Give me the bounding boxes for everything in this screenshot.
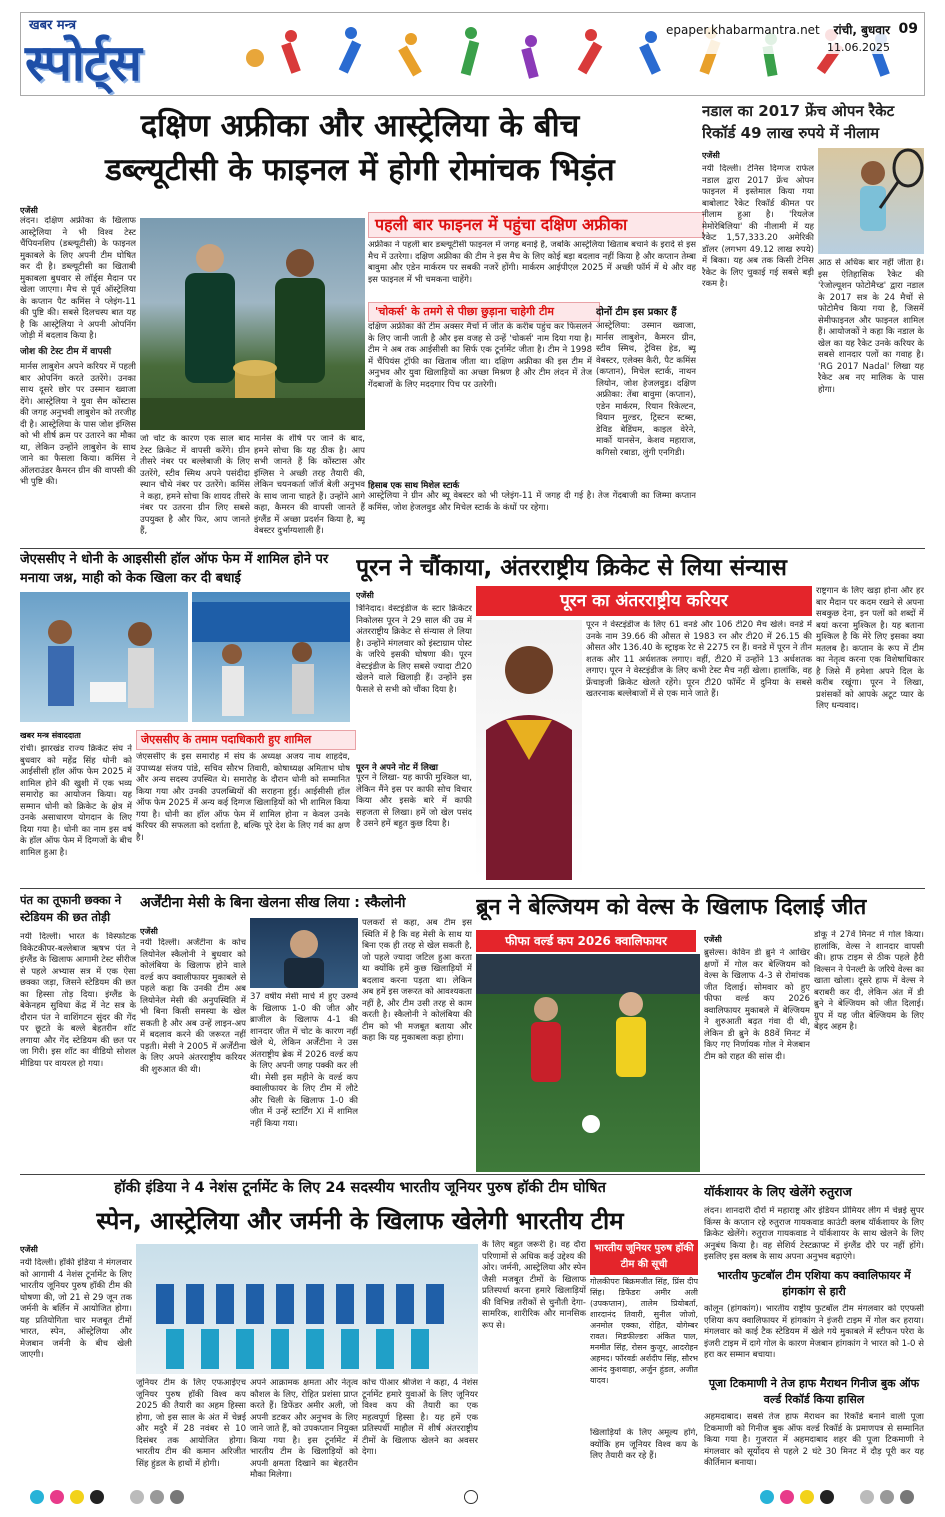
color-dot-icon (900, 1490, 914, 1504)
color-dot-icon (170, 1490, 184, 1504)
color-dot-icon (800, 1490, 814, 1504)
pooran-col2: पूरन ने वेस्टइंडीज के लिए 61 वनडे और 106 टी20 मैच खेले। वनडे में उनके नाम 39.66 की औसत से 1983 रन और टी20 में 26.15 की औसत और 136.40 के स्ट्राइक रेट से 2275 रन हैं। वनडे में पूरन ने तीन शतक और 11 अर्धशतक लगाए। वहीं, टी20 में उन्होंने 13 अर्धशतक लगाए। पूरन ने वेस्टइंडीज के लिए कभी टेस्ट मैच नहीं खेला। हालांकि, वह फ्रेंचाइजी क्रिकेट खेलते रहेंगे। पूरन टी20 फॉर्मेट में दुनिया के सबसे खतरनाक बल्लेबाजों में से एक माने जाते हैं। (586, 620, 812, 699)
nadal-photo (818, 148, 924, 254)
messi-headline: अर्जेंटीना मेसी के बिना खेलना सीख लिया : स्कैलोनी (140, 895, 406, 911)
edition-date: 11.06.2025 (827, 41, 890, 54)
pooran-col1-bottom (356, 762, 472, 884)
wtc-col1 (20, 216, 136, 546)
belgium-qualifier-bar: फीफा वर्ल्ड कप 2026 क्वालिफायर (476, 930, 696, 952)
hockey-col1: नयी दिल्ली। हॉकी इंडिया ने मंगलवार को आगामी 4 नेशंस टूर्नामेंट के लिए भारतीय जूनियर पुरुष हॉकी टीम की घोषणा की, जो 21 से 29 जून तक जर्मनी के बर्लिन में आयोजित होगा। यह प्रतियोगिता चार मजबूत टीमों भारत, स्पेन, ऑस्ट्रेलिया और मेजबान जर्मनी के बीच खेली जाएगी। (20, 1258, 132, 1360)
brand-title: स्पोर्ट्स (25, 34, 141, 92)
messi-col2: 37 वर्षीय मेसी मार्च में हुए उरुग्वे के खिलाफ 1-0 की जीत और ब्राजील के खिलाफ 4-1 की शानदार जीत में चोट के कारण नहीं खेले थे, लेकिन अर्जेंटीना ने उस अंतराष्ट्रीय ब्रेक में 2026 वर्ल्ड कप के लिए अपनी जगह पक्की कर ली थी। मेसी इस महीने के वर्ल्ड कप क्वालीफायर के लिए टीम में लौटे और चिली के खिलाफ 1-0 की जीत में उन्हें स्टार्टिंग XI में शामिल नहीं किया गया। (250, 992, 358, 1129)
pant-headline: पंत का तूफानी छक्का ने स्टेडियम की छत तोड़ी (20, 893, 122, 924)
edition-meta (662, 21, 894, 54)
dhoni-byline: खबर मन्त्र संवाददाता (20, 731, 81, 740)
messi-agency: एजेंसी (140, 927, 158, 936)
pooran-agency: एजेंसी (356, 591, 374, 600)
pooja-text: अहमदाबाद। सबसे तेज हाफ मैराथन का रिकॉर्ड बनाने वाली पूजा टिकमाणी को गिनीज बुक ऑफ वर्ल्ड रिकॉर्ड के प्रमाणपत्र से सम्मानित किया गया है। गुजरात में अहमदाबाद शहर की पूजा टिकमाणी ने मंगलवार को सूर्योदय से पहले 2 घंटे 30 मिनट में दौड़ पूरी कर यह कीर्तिमान बनाया। (704, 1412, 924, 1468)
nadal-col1: नयी दिल्ली। टेनिस दिग्गज राफेल नडाल द्वारा 2017 फ्रेंच ओपन फाइनल में इस्तेमाल किया गया बाबोलाट रैकेट रिकॉर्ड कीमत पर नीलाम हुआ है। 'रियलेज मेमोरेबिलिया' की नीलामी में यह रैकेट 1,57,333.20 अमेरिकी डॉलर (लगभग 49.12 लाख रुपये) में बिका। यह अब तक किसी टेनिस रैकेट के लिए चुकाई गई सबसे बड़ी रकम है। (702, 164, 814, 289)
divider (20, 888, 925, 889)
dhoni-headline: जेएससीए ने धोनी के आइसीसी हॉल ऑफ फेम में शामिल होने पर मनाया जश्न, माही को केक खिला कर दी बधाई (20, 552, 329, 586)
hockey-subheadline: स्पेन, आस्ट्रेलिया और जर्मनी के खिलाफ खेलेगी भारतीय टीम (96, 1207, 624, 1235)
city-day: रांची, बुधवार (833, 23, 890, 37)
page-number: 09 (898, 21, 918, 37)
pooran-photo (476, 620, 582, 880)
belgium-headline: ब्रून ने बेल्जियम को वेल्स के खिलाफ दिलाई जीत (476, 895, 867, 920)
scaloni-photo (250, 918, 358, 988)
messi-col1: नयी दिल्ली। अर्जेंटीना के कोच लियोनेल स्कैलोनी ने बुधवार को कोलंबिया के खिलाफ होने वाले वर्ल्ड कप क्वालीफायर मुकाबले से पहले कहा कि उनकी टीम अब लियोनेल मेसी की अनुपस्थिति में भी बिना किसी समस्या के खेल सकती है और अब उन्हें लाइन-अप में बदलाव करने की जरूरत नहीं पड़ती। मेसी ने 2005 में अर्जेंटीना के लिए अपने अंतरराष्ट्रीय करियर की शुरुआत की थी। (140, 938, 246, 1075)
nadal-col3: आठ से अधिक बार नहीं जीता है। इस ऐतिहासिक रैकेट की 'रेजोल्यूशन फोटोमैच्ड' द्वारा नडाल के 2017 सत्र के 24 मैचों से फोटोमैच किया गया है, जिसमें सेमीफाइनल और फाइनल शामिल हैं। आयोजकों ने कहा कि नडाल के खेल का यह रैकेट उनके करियर के सबसे शानदार पलों का गवाह है। 'RG 2017 Nadal' लिखा यह रैकेट अब नए मालिक के पास होगा। (818, 258, 924, 395)
hockey-col4: कोच पीआर श्रीजेश ने कहा, 4 नेशंस टूर्नामेंट हमारे युवाओं के लिए जूनियर विश्व कप की तैयारी का एक महत्वपूर्ण हिस्सा है। यह हमें एक प्रतिस्पर्धी माहौल में शीर्ष अंतरराष्ट्रीय टीमों के खिलाफ खेलने का अवसर देगा। (362, 1378, 478, 1457)
wtc-small-subhead: हिसाब एक साथ मिशेल स्टार्क (368, 481, 460, 491)
wtc-teams-title: दोनों टीम इस प्रकार हैं (596, 307, 677, 318)
nadal-agency: एजेंसी (702, 151, 720, 160)
color-dot-icon (70, 1490, 84, 1504)
dhoni-col2: जेएससीए के इस समारोह में संघ के अध्यक्ष अजय नाथ शाहदेव, उपाध्यक्ष संजय पांडे, सचिव सौरभ तिवारी, कोषाध्यक्ष अमिताभ घोष और अन्य सदस्य उपस्थित थे। समारोह के दौरान धोनी को सम्मानित किया गया और उनकी उपलब्धियों की सराहना हुई। आईसीसी हॉल ऑफ फेम 2025 में अन्य कई दिग्गज खिलाड़ियों को भी शामिल किया गया है। धोनी का हॉल ऑफ फेम में शामिल होना न केवल उनके करियर की सफलता को दर्शाता है, बल्कि पूरे देश के लिए गर्व का क्षण है। (136, 752, 350, 843)
belgium-wales-photo (476, 954, 700, 1172)
wtc-headline-line1: दक्षिण अफ्रीका और आस्ट्रेलिया के बीच (140, 108, 580, 144)
color-dot-icon (780, 1490, 794, 1504)
color-dot-icon (760, 1490, 774, 1504)
color-dot-icon (820, 1490, 834, 1504)
wtc-col1-text: लंदन। दक्षिण अफ्रीका के खिलाफ आस्ट्रेलिया ने भी विश्व टेस्ट चैंपियनशिप (डब्ल्यूटीसी) के फाइनल मुकाबले के लिए अपनी टीम घोषित कर दी है। डब्ल्यूटीसी का खिताबी मुकाबला बुधवार से लॉर्ड्स मैदान पर खेला जाएगा। मैच से पूर्व ऑस्ट्रेलिया के कप्तान पैट कमिंस ने प्लेइंग-11 की पुष्टि की। सबसे दिलचस्प बात यह है कि आस्ट्रेलिया ने अपनी ओपनिंग जोड़ी में बदलाव किया है। (20, 216, 136, 341)
pooran-career-bar: पूरन का अंतरराष्ट्रीय करियर (476, 586, 812, 616)
color-dot-icon (860, 1490, 874, 1504)
wtc-col5: आस्ट्रेलिया ने ग्रीन और ब्यू वेबस्टर को भी प्लेइंग-11 में जगह दी गई है। तेज गेंदबाजी का जिम्मा कप्तान कमिंस, जोश हेजलवुड और मिचेल स्टार्क के कंधों पर रहेगा। (368, 491, 696, 513)
hockey-col5: के लिए बहुत जरूरी है। वह दौरा परिणामों से अधिक कई उद्देश्य की ओर। जर्मनी, आस्ट्रेलिया और स्पेन जैसी मजबूत टीमों के खिलाफ प्रतिस्पर्धा करना हमारे खिलाड़ियों की विभिन्न तरीकों से चुनौती देगा-सामरिक, शारीरिक और मानसिक रूप से। (482, 1240, 586, 1331)
wtc-col2: जो चोट के कारण एक साल बाद टेस्ट क्रिकेट में वापसी करेंगे। ग्रीन तीसरे नंबर पर बल्लेबाजी के लिए उतरेंगे, स्टीव स्मिथ अपने पसंदीदा स्थान चौथे नंबर पर उतरेंगे। कमिंस ने कहा, हमने सोचा कि शायद तीसरे नंबर पर उतरना ग्रीन लिए सबसे उपयुक्त है और फिर, आप जानते हैं, (140, 434, 250, 536)
wtc-headline (20, 104, 700, 196)
pooran-note-subhead: पूरन ने अपने नोट में लिखा (356, 763, 438, 773)
color-dot-icon (50, 1490, 64, 1504)
afc-headline: भारतीय फुटबॉल टीम एशिया कप क्वालिफायर में हांगकांग से हारी (717, 1269, 911, 1298)
hockey-col3: अपने आक्रामक क्षमता और नेतृत्व कौशल के लिए, रोहित प्रशंसा प्राप्त करते हैं। डिफेंडर अमीर अली, जो अपनी डटकर और अनुभव के लिए जाने जाते हैं, को उपकप्तान नियुक्त किया गया है। इस टूर्नामेंट में भारतीय टीम के खिलाड़ियों को अपनी क्षमता दिखाने का बेहतरीन मौका मिलेगा। (250, 1378, 358, 1480)
belgium-col1: ब्रुसेल्स। केविन डी ब्रुने ने आखिर क्षणों में गोल कर बेल्जियम को वेल्स के खिलाफ 4-3 से रोमांचक जीत दिलाई। सोमवार को हुए फीफा वर्ल्ड कप 2026 क्वालिफायर मुकाबले में बेल्जियम ने शुरुआती बढ़त गंवा दी थी, लेकिन डी ब्रुने के 88वें मिनट में किए गए निर्णायक गोल ने मेजबान टीम को राहत की सांस दी। (704, 948, 810, 1062)
afc-text: कोलून (हांगकांग)। भारतीय राष्ट्रीय फुटबॉल टीम मंगलवार को एएफसी एशिया कप क्वालिफायर में हांगकांग ने इंजरी टाइम में गोल कर हराया। मंगलवार को काई टैक स्टेडियम में खेले गये मुकाबले में स्टीफन परेरा के इंजरी टाइम में दागे गोल के कारण मेजबान हांगकांग ने भारत को 1-0 से हरा कर सम्मान बचाया। (704, 1304, 924, 1360)
footer-color-dots (20, 1490, 925, 1508)
hockey-squad-list: गोलकीपरः बिक्रमजीत सिंह, प्रिंस दीप सिंह। डिफेंडरः अमीर अली (उपकप्तान), तालेम प्रियोबर्ता, शारदानंद तिवारी, सुनील जोजो, अनमोल एक्का, रोहित, योगेम्बर रावत। मिडफील्डरः अंकित पाल, मनमीत सिंह, रोसन कुजूर, आदरोहन अहमद। फॉरवर्डः अर्शदीप सिंह, सौरभ आनंद कुशवाहा, अर्जुन हुंडल, अजीत यादव। (590, 1277, 698, 1385)
dhoni-group-photo (192, 592, 350, 722)
nadal-headline: नडाल का 2017 फ्रेंच ओपन रैकेट रिकॉर्ड 49 लाख रुपये में नीलाम (702, 102, 895, 142)
wtc-bottom (368, 480, 696, 546)
color-dot-icon (150, 1490, 164, 1504)
site-url: epaper.khabarmantra.net (666, 23, 820, 37)
yorkshire-headline: यॉर्कशायर के लिए खेलेंगे रुतुराज (704, 1184, 852, 1199)
pooran-col3: राष्ट्रगान के लिए खड़ा होना और हर बार मैदान पर कदम रखने से अपना सबकुछ देना, इन पलों को शब्दों में बयां करना मुश्किल है। यह बताना मुश्किल है कि मेरे लिए इसका क्या मतलब है। कप्तान के रूप में टीम का नेतृत्व करना एक विशेषाधिकार है जिसे मैं हमेशा अपने दिल के करीब रखूंगा। पूरन ने लिखा, प्रशंसकों को आपके अटूट प्यार के लिए धन्यवाद। (816, 586, 924, 711)
wtc-col1-subhead: जोश की टेस्ट टीम में वापसी (20, 346, 112, 357)
wtc-headline-line2: डब्ल्यूटीसी के फाइनल में होगी रोमांचक भिड़ंत (105, 152, 615, 188)
messi-col3: पलकरों से कहा, अब टीम इस स्थिति में है कि वह मेसी के साथ या बिना एक ही तरह से खेल सकती है, जो पहले ज्यादा जटिल हुआ करता था क्योंकि हमें कुछ खिलाड़ियों में बदलाव करना पड़ता था। लेकिन अब हमें इस जरूरत को आवश्यकता नहीं है, और टीम उसी तरह से काम करती है। स्कैलोनी ने कोलंबिया की टीम को भी मजबूत बताया और कहा कि यह मुकाबला कड़ा होगा। (362, 918, 472, 1043)
pooja-headline: पूजा टिकमाणी ने तेज हाफ मैराथन गिनीज बुक ऑफ वर्ल्ड रिकॉर्ड किया हासिल (708, 1377, 920, 1406)
dhoni-cake-photo (20, 592, 188, 722)
pant-text: नयी दिल्ली। भारत के विस्फोटक विकेटकीपर-बल्लेबाज ऋषभ पंत ने इंग्लैंड के खिलाफ आगामी टेस्ट सीरीज से पहले अभ्यास सत्र में एक ऐसा छक्का जड़ा, जिसने स्टेडियम की छत का हिस्सा तोड़ दिया। इंग्लैंड के बेकेनहम सुविधा केंद्र में नेट सत्र के दौरान पंत ने वाशिंगटन सुंदर की गेंद पर छूटते के बल्ले बेहतरीन शॉट लगाया और गेंद स्टेडियम की छत पर जा गिरी। इस शॉट का वीडियो सोशल मीडिया पर वायरल हो गया। (20, 932, 136, 1069)
yorkshire-text: लंदन। शानदारी दौरों में महाराष्ट्र और इंडियन प्रीमियर लीग में चेन्नई सुपर किंग्स के कप्तान रहे रुतुराज गायकवाड काउंटी क्लब यॉर्कशायर के लिए क्रिकेट खेलेंगे। रुतुराज गायकवाड ने यॉर्कशायर के साथ खेलने के लिए अनुबंध किया है। वह सेशिर्य टेस्टक्राफ्ट में इंग्लैंड दौरे पर नहीं होंगे। इसलिए इस क्लब के साथ अपना अनुभव बढ़ाएंगे। (704, 1206, 924, 1262)
wtc-teams-list: आस्ट्रेलिया: उस्मान ख्वाजा, मार्नस लाबुशेन, कैमरन ग्रीन, स्टीव स्मिथ, ट्रेविस हेड, ब्यू वेबस्टर, एलेक्स कैरी, पैट कमिंस (कप्तान), मिचेल स्टार्क, नाथन लियोन, जोश हेजलवुड। दक्षिण अफ्रीका: तेंबा बावुमा (कप्तान), एडेन मार्करम, रियान रिकेल्टन, वियान मुल्डर, ट्रिस्टन स्टब्स, डेविड बेडिंघम, काइल वेरेने, मार्को यानसेन, केशव महाराज, कगिसो रबाडा, लुंगी एनगिडी। (596, 321, 696, 458)
hockey-list-title: भारतीय जूनियर पुरुष हॉकी टीम की सूची (590, 1240, 698, 1275)
color-dot-icon (880, 1490, 894, 1504)
pooran-col1b: पूरन ने लिखा- यह काफी मुश्किल था, लेकिन मैंने इस पर काफी सोच विचार किया और इसके बारे में काफी सहजता से लिखा। हमें जो खेल पसंद है उसने हमें बहुत कुछ दिया है। (356, 773, 472, 829)
masthead (20, 12, 925, 96)
wtc-captains-photo (140, 218, 365, 430)
wtc-subhead-pink: पहली बार फाइनल में पहुंचा दक्षिण अफ्रीका (368, 212, 704, 238)
wtc-col4: अफ्रीका ने पहली बार डब्ल्यूटीसी फाइनल में जगह बनाई है, जबकि आस्ट्रेलिया खिताब बचाने के इरादे से इस मैच में उतरेगा। दक्षिण अफ्रीका की टीम ने इस मैच के लिए कोई बड़ा बदलाव नहीं किया है और कप्तान तेम्बा बावुमा और एडेन मार्करम पर सबकी नजरें होंगी। मार्करम आईपीएल 2025 में अच्छी फॉर्म में थे और वह इस फाइनल में भी चमकना चाहेंगे। (368, 240, 696, 285)
hockey-col6: खिलाड़ियों के लिए अमूल्य होंगे, क्योंकि हम जूनियर विश्व कप के लिए तैयारी कर रहे हैं। (590, 1428, 698, 1461)
brand-logo-icon (246, 49, 264, 67)
wtc-col1b-text: मार्नस लाबुशेन अपने करियर में पहली बार ओपनिंग करते उतरेंगे। उनका साथ दूसरे छोर पर उस्मान ख्वाजा देंगे। आस्ट्रेलिया ने युवा सैम कोंस्टास की जगह अनुभवी लाबुशेन को तरजीह दी है। आस्ट्रेलिया के पास जोश इंग्लिस को भी शीर्ष क्रम पर उतारने का मौका था, लेकिन उन्होंने लाबुशेन के साथ जाने का फैसला किया। कमिंस ने ऑलराउंडर कैमरन ग्रीन की वापसी की भी पुष्टि की। (20, 362, 136, 487)
wtc-subhead-chokers: 'चोकर्स' के तमगे से पीछा छुड़ाना चाहेगी टीम (368, 302, 600, 322)
registration-mark-icon (464, 1490, 478, 1504)
wtc-agency: एजेंसी (20, 206, 38, 215)
hockey-col2: जूनियर टीम के लिए एफआईएच जूनियर पुरुष हॉकी विश्व कप 2025 की तैयारी का अहम हिस्सा होगा, जो इस साल के अंत में चेन्नई और मदुरै में 28 नवंबर से 10 दिसंबर तक आयोजित होगा। भारतीय टीम की कमान अरिजीत सिंह हुंडल के हाथों में होगी। (136, 1378, 246, 1469)
hockey-team-photo (136, 1244, 478, 1374)
color-dot-icon (30, 1490, 44, 1504)
pooran-col1: त्रिनिदाद। वेस्टइंडीज के स्टार क्रिकेटर निकोलस पूरन ने 29 साल की उम्र में अंतरराष्ट्रीय क्रिकेट से संन्यास ले लिया है। उन्होंने मंगलवार को इंस्टाग्राम पोस्ट के जरिये इसकी घोषणा की। पूरन वेस्टइंडीज के लिए सबसे ज्यादा टी20 खेलने वाले खिलाड़ी हैं। उन्होंने इस फैसले से सभी को चौंका दिया है। (356, 604, 472, 695)
wtc-col3: मार्नस के शीर्ष पर जाने के बाद, हमने सोचा कि यह ठीक है। आप सभी जानते हैं कि कोंस्टास और इंग्लिस ने अच्छी तरह तैयारी की, लेकिन चयनकर्ता जॉर्ज बेली अनुभव के साथ जाना चाहते हैं। उन्होंने आगे कहा, कैमरन की वापसी जानते हैं इंग्लैंड में अच्छा प्रदर्शन किया है, ब्यू वेबस्टर दुर्भाग्यशाली हैं। (254, 434, 365, 536)
hockey-agency: एजेंसी (20, 1245, 38, 1254)
dhoni-col1: रांची। झारखंड राज्य क्रिकेट संघ ने बुधवार को महेंद्र सिंह धोनी को आईसीसी हॉल ऑफ फेम 2025 में शामिल होने की खुशी में एक भव्य समारोह का आयोजन किया। यह सम्मान धोनी को क्रिकेट के क्षेत्र में उनके असाधारण योगदान के लिए दिया गया है। धोनी का नाम इस वर्ष के हॉल ऑफ फेम में दिग्गजों के बीच शामिल हुआ है। (20, 744, 132, 858)
wtc-col4b: दक्षिण अफ्रीका की टीम अक्सर मैचों में जीत के करीब पहुंच कर फिसलने के लिए जानी जाती है और इस वजह से उन्हें 'चोकर्स' नाम दिया गया है। टीम ने अब तक आईसीसी का सिर्फ एक टूर्नामेंट जीता है। टीम ने 1998 में चैंपियंस ट्रॉफी का खिताब जीता था। दक्षिण अफ्रीका की इस टीम में अनुभव और युवा खिलाड़ियों का अच्छा मिश्रण है और टीम लंदन में तेज गेंदबाजों के लिए मददगार पिच पर उतरेगी। (368, 322, 592, 390)
divider (20, 1174, 925, 1175)
belgium-col2: डोकू ने 27वें मिनट में गोल किया। हालांकि, वेल्स ने शानदार वापसी की। हाफ टाइम से ठीक पहले हैरी विल्सन ने पेनल्टी के जरिये वेल्स का खाता खोला। दूसरे हाफ में वेल्स ने बराबरी कर दी, लेकिन अंत में डी ब्रुने ने बेल्जियम को जीत दिलाई। ग्रुप में यह जीत बेल्जियम के लिए बेहद अहम है। (814, 930, 924, 1032)
color-dot-icon (130, 1490, 144, 1504)
divider (20, 548, 925, 549)
wtc-teams-box (596, 304, 696, 474)
belgium-agency: एजेंसी (704, 935, 722, 944)
hockey-headline: हॉकी इंडिया ने 4 नेशंस टूर्नामेंट के लिए 24 सदस्यीय भारतीय जूनियर पुरुष हॉकी टीम घोषित (114, 1180, 606, 1196)
brand-small: खबर मन्त्र (29, 18, 77, 33)
color-dot-icon (90, 1490, 104, 1504)
pooran-headline: पूरन ने चौंकाया, अंतरराष्ट्रीय क्रिकेट से लिया संन्यास (356, 555, 787, 581)
dhoni-subhead: जेएससीए के तमाम पदाधिकारी हुए शामिल (136, 730, 356, 750)
